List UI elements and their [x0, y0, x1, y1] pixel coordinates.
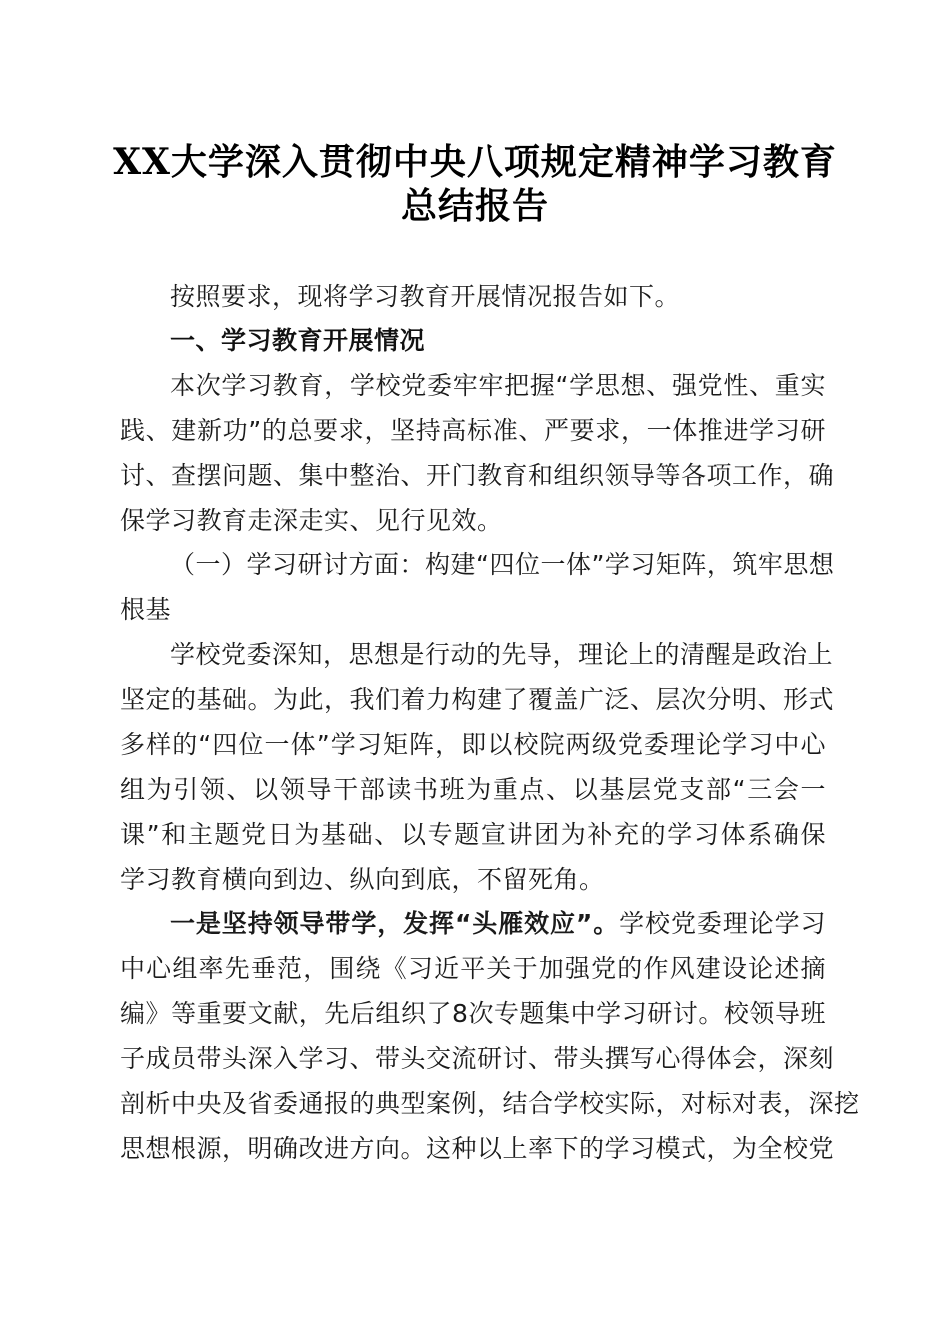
paragraph-3-line: 思想根源，明确改进方向。这种以上率下的学习模式，为全校党	[120, 1134, 835, 1163]
subsection-heading-1: （一）学习研讨方面：构建“四位一体”学习矩阵，筑牢思想	[170, 550, 835, 579]
paragraph-3-first-line	[170, 907, 826, 941]
paragraph-3-line: 剖析中央及省委通报的典型案例，结合学校实际，对标对表，深挖	[120, 1089, 860, 1118]
paragraph-2-line: 学习教育横向到边、纵向到底，不留死角。	[120, 865, 605, 894]
paragraph-2-line: 学校党委深知，思想是行动的先导，理论上的清醒是政治上	[170, 640, 834, 669]
paragraph-2-line: 课”和主题党日为基础、以专题宣讲团为补充的学习体系确保	[120, 820, 826, 849]
paragraph-2-line: 坚定的基础。为此，我们着力构建了覆盖广泛、层次分明、形式	[120, 685, 835, 714]
paragraph-1-line: 保学习教育走深走实、见行见效。	[120, 506, 503, 535]
paragraph-3-line: 子成员带头深入学习、带头交流研讨、带头撰写心得体会，深刻	[120, 1044, 835, 1073]
paragraph-3-line: 编》等重要文献，先后组织了8次专题集中学习研讨。校领导班	[120, 999, 826, 1028]
section-heading-1: 一、学习教育开展情况	[170, 326, 426, 355]
paragraph-1-line: 践、建新功”的总要求，坚持高标准、严要求，一体推进学习研	[120, 416, 826, 445]
paragraph-2-line: 多样的“四位一体”学习矩阵，即以校院两级党委理论学习中心	[120, 730, 826, 759]
intro-paragraph: 按照要求，现将学习教育开展情况报告如下。	[170, 282, 681, 311]
subsection-heading-1: 根基	[120, 595, 172, 624]
document-title-line-1: XX大学深入贯彻中央八项规定精神学习教育	[113, 141, 837, 183]
paragraph-3-lead-rest: 学校党委理论学习	[619, 909, 826, 938]
paragraph-3-lead: 一是坚持领导带学，发挥“头雁效应”。	[170, 909, 620, 938]
paragraph-2-line: 组为引领、以领导干部读书班为重点、以基层党支部“三会一	[120, 775, 826, 804]
document-title-line-2: 总结报告	[400, 185, 549, 227]
paragraph-3-line: 中心组率先垂范，围绕《习近平关于加强党的作风建设论述摘	[120, 954, 826, 983]
paragraph-1-line: 本次学习教育，学校党委牢牢把握“学思想、强党性、重实	[170, 371, 826, 400]
paragraph-1-line: 讨、查摆问题、集中整治、开门教育和组织领导等各项工作，确	[120, 461, 835, 490]
